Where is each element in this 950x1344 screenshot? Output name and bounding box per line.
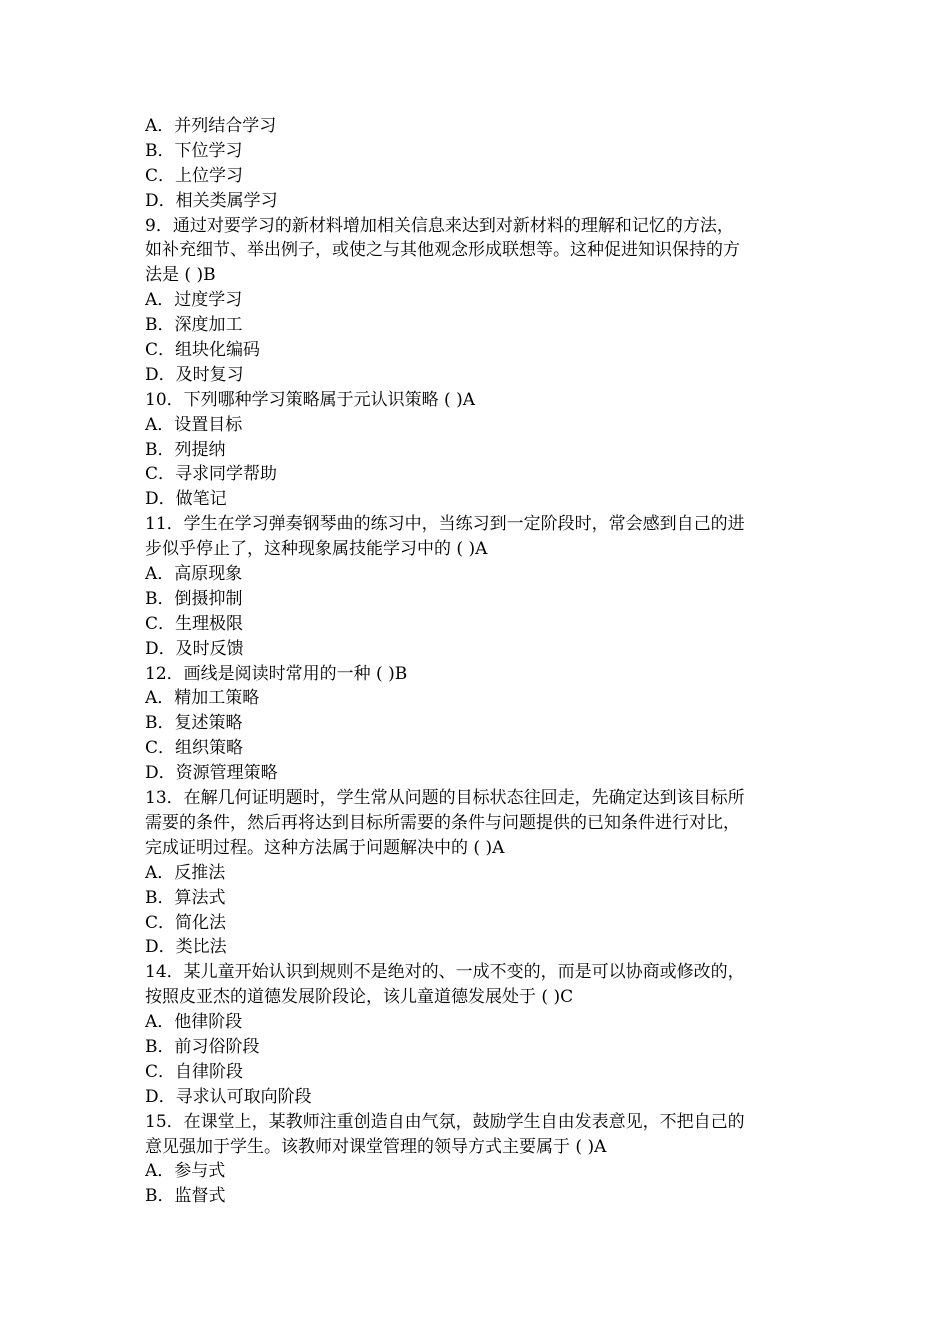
question-stem-line: 完成证明过程。这种方法属于问题解决中的 ( )A <box>145 837 505 858</box>
option-b: B．前习俗阶段 <box>145 1036 260 1057</box>
option-c: C．组织策略 <box>145 738 244 759</box>
option-a: A．参与式 <box>145 1161 226 1182</box>
option-d: D．相关类属学习 <box>145 190 278 211</box>
question-stem-line: 11．学生在学习弹奏钢琴曲的练习中，当练习到一定阶段时，常会感到自己的进 <box>145 514 745 535</box>
question-stem-line: 13．在解几何证明题时，学生常从问题的目标状态往回走，先确定达到该目标所 <box>145 788 745 809</box>
question-stem-line: 步似乎停止了，这种现象属技能学习中的 ( )A <box>145 539 488 560</box>
question-stem-line: 9．通过对要学习的新材料增加相关信息来达到对新材料的理解和记忆的方法， <box>145 215 734 236</box>
question-15 <box>145 1110 810 1210</box>
option-a: A．反推法 <box>145 862 226 883</box>
option-c: C．自律阶段 <box>145 1061 244 1082</box>
option-b: B．算法式 <box>145 887 226 908</box>
option-b: B．复述策略 <box>145 713 243 734</box>
option-a: A．他律阶段 <box>145 1012 243 1033</box>
option-d: D．寻求认可取向阶段 <box>145 1086 312 1107</box>
question-12 <box>145 662 810 786</box>
option-c: C．组块化编码 <box>145 340 261 361</box>
question-stem-line: 12．画线是阅读时常用的一种 ( )B <box>145 663 408 684</box>
option-b: B．列提纳 <box>145 439 226 460</box>
option-d: D．及时反馈 <box>145 638 244 659</box>
option-a: A．过度学习 <box>145 290 243 311</box>
question-stem-line: 10．下列哪种学习策略属于元认识策略 ( )A <box>145 389 475 410</box>
question-stem-line: 如补充细节、举出例子，或使之与其他观念形成联想等。这种促进知识保持的方 <box>145 240 740 261</box>
option-d: D．资源管理策略 <box>145 763 278 784</box>
option-b: B．监督式 <box>145 1186 226 1207</box>
question-13 <box>145 786 810 960</box>
option-d: D．类比法 <box>145 937 227 958</box>
option-d: D．做笔记 <box>145 489 227 510</box>
option-c: C．寻求同学帮助 <box>145 464 278 485</box>
option-b: B．下位学习 <box>145 140 243 161</box>
question-stem-line: 法是 ( )B <box>145 265 216 286</box>
question-stem-line: 15．在课堂上，某教师注重创造自由气氛，鼓励学生自由发表意见，不把自己的 <box>145 1111 745 1132</box>
option-b: B．深度加工 <box>145 315 243 336</box>
option-b: B．倒摄抑制 <box>145 588 243 609</box>
option-c: C．简化法 <box>145 912 227 933</box>
option-c: C．上位学习 <box>145 165 244 186</box>
option-a: A．设置目标 <box>145 414 243 435</box>
option-a: A．高原现象 <box>145 564 243 585</box>
question-10 <box>145 388 810 512</box>
question-8 <box>145 114 810 214</box>
question-stem-line: 需要的条件，然后再将达到目标所需要的条件与问题提供的已知条件进行对比， <box>145 812 740 833</box>
question-11 <box>145 512 810 661</box>
option-c: C．生理极限 <box>145 613 244 634</box>
option-a: A．并列结合学习 <box>145 116 277 136</box>
question-stem-line: 按照皮亚杰的道德发展阶段论，该儿童道德发展处于 ( )C <box>145 987 574 1008</box>
option-d: D．及时复习 <box>145 364 244 385</box>
question-14 <box>145 960 810 1109</box>
question-stem-line: 意见强加于学生。该教师对课堂管理的领导方式主要属于 ( )A <box>145 1136 607 1157</box>
option-a: A．精加工策略 <box>145 688 260 709</box>
question-9 <box>145 214 810 388</box>
document-page <box>145 114 810 1209</box>
question-stem-line: 14．某儿童开始认识到规则不是绝对的、一成不变的，而是可以协商或修改的， <box>145 962 745 983</box>
